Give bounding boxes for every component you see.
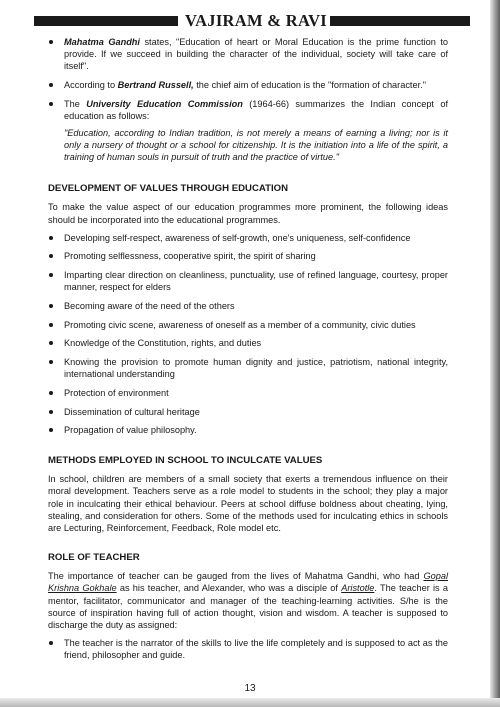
list-item-text: states, "Education of heart or Moral Education is the prime function to provide. If we succeed in building the character of the individual, society will take care of itself". (64, 37, 448, 72)
values-bullet-list (48, 232, 448, 437)
section-heading-values: DEVELOPMENT OF VALUES THROUGH EDUCATION (48, 183, 289, 195)
list-item: Imparting clear direction on cleanliness, punctuality, use of refined language, courtesy, proper manner, respect for elders (48, 269, 448, 293)
commission-quote: "Education, according to Indian tradition, is not merely a means of earning a living; nor is it only a nursery of thought or a school for citizenship. It is the initiation into a life of the spirit, a training of human souls in pursuit of truth and the practice of virtue." (64, 127, 448, 163)
quoted-author: University Education Commission (86, 98, 243, 109)
list-item: Protection of environment (48, 387, 448, 399)
page-header (34, 10, 470, 32)
intro-bullet-list (48, 36, 448, 122)
aristotle-reference: Aristotle (341, 583, 375, 594)
header-brand: VAJIRAM & RAVI (184, 11, 328, 30)
header-rule-left (34, 16, 178, 26)
quoted-author: Bertrand Russell, (117, 80, 194, 91)
values-intro: To make the value aspect of our education programmes more prominent, the following ideas should be incorporated into the educational programmes. (48, 202, 448, 225)
methods-body: In school, children are members of a small society that exerts a tremendous influence on their moral development. Teachers serve as a role model to students in the school; they play a major role in inculcating their ethical behaviour. Peers at school diffuse boldness about cheating, lying, stealing, and consideration for others. Some of the methods used for inculcating ethics in schools are Lecturing, Reinforcement, Feedback, Role model etc. (48, 474, 448, 533)
list-item-text: the chief aim of education is the "formation of character." (193, 80, 426, 91)
list-item: Promoting selflessness, cooperative spirit, the spirit of sharing (48, 250, 448, 262)
list-item: Developing self-respect, awareness of self-growth, one's uniqueness, self-confidence (48, 232, 448, 244)
list-item: Promoting civic scene, awareness of oneself as a member of a community, civic duties (48, 319, 448, 331)
gokhale-reference: Gopal Krishna Gokhale (48, 571, 448, 594)
quoted-author: Mahatma Gandhi (64, 37, 140, 47)
list-item (48, 79, 448, 91)
page-content (48, 36, 448, 668)
list-item: Knowledge of the Constitution, rights, and duties (48, 337, 448, 349)
section-heading-methods: METHODS EMPLOYED IN SCHOOL TO INCULCATE VALUES (48, 455, 323, 467)
teacher-body-text: as his teacher, and Alexander, who was a disciple of (116, 583, 342, 594)
list-item: The teacher is the narrator of the skills to live the life completely and is supposed to act as the friend, philosopher and guide. (48, 637, 448, 661)
teacher-body-text: . The teacher is a mentor, facilitator, communicator and manager of the teaching-learning activities. S/he is the source of inspiration having full of action thought, vision and wisdom. A teacher is supposed to discharge the duty as assigned: (48, 583, 448, 630)
scan-bottom-edge (0, 698, 500, 707)
teacher-bullet-list (48, 637, 448, 661)
list-item (48, 36, 448, 73)
list-item (48, 98, 448, 122)
list-item: Knowing the provision to promote human dignity and justice, patriotism, national integrity, international understanding (48, 356, 448, 380)
list-item-prefix: According to (64, 80, 118, 91)
teacher-body (48, 570, 448, 631)
page-number: 13 (244, 683, 256, 694)
list-item-prefix: The (64, 98, 87, 109)
scan-page-edge (490, 0, 500, 707)
header-rule-right (330, 16, 470, 26)
list-item: Propagation of value philosophy. (48, 424, 448, 436)
list-item-text: (1964-66) summarizes the Indian concept of education as follows: (64, 98, 448, 122)
list-item: Becoming aware of the need of the others (48, 300, 448, 312)
section-heading-teacher: ROLE OF TEACHER (48, 552, 140, 564)
teacher-body-text: The importance of teacher can be gauged from the lives of Mahatma Gandhi, who had (48, 571, 424, 582)
list-item: Dissemination of cultural heritage (48, 406, 448, 418)
